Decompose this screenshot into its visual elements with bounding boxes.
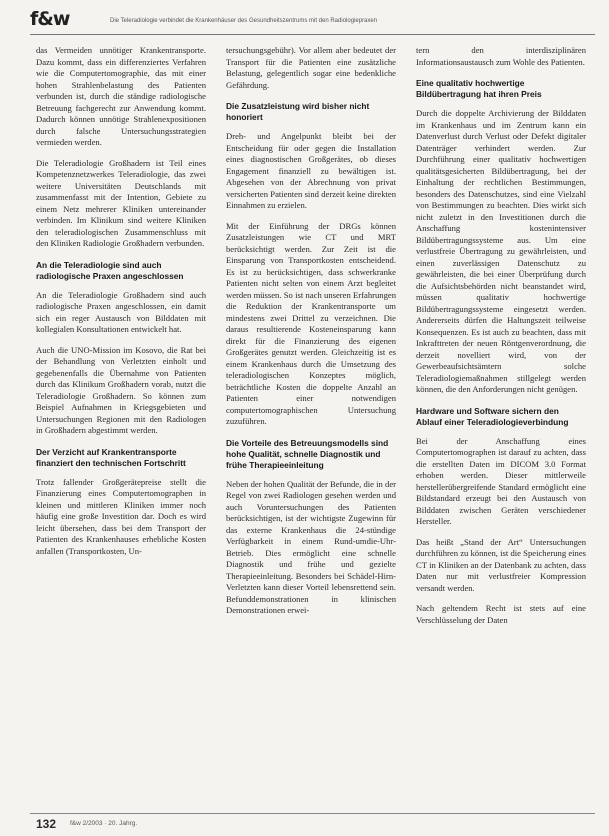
section-heading: Die Vorteile des Betreuungsmodells sind hohe Qualität, schnelle Diagnostik und frühe Therapieeinleitung — [226, 437, 389, 470]
column-1 — [36, 45, 206, 813]
page-number: 132 — [36, 817, 57, 831]
paragraph: Nach geltendem Recht ist stets auf eine Verschlüsselung der Daten — [416, 603, 586, 625]
paragraph: tersuchungsgebühr). Vor allem aber bedeutet der Transport für die Patienten eine zusätzliche Belastung, gelegentlich sogar eine bedenkliche Gefährdung. — [226, 45, 396, 90]
section-heading: Der Verzicht auf Krankentransporte finanziert den technischen Fortschritt — [36, 446, 186, 468]
running-title: Die Teleradiologie verbindet die Krankenhäuser des Gesundheitszentrums mit den Radiologiepraxen — [110, 18, 378, 24]
page-header — [30, 8, 595, 35]
section-heading: An die Teleradiologie sind auch radiologische Praxen angeschlossen — [36, 259, 184, 281]
paragraph: Das heißt „Stand der Art“ Untersuchungen durchführen zu können, ist die Speicherung eines CT in Kliniken an der Datenbank zu achten, dass Daten nur mit verlustfreier Kompression versandt werden. — [416, 536, 586, 593]
section-heading: Hardware und Software sichern den Ablauf einer Teleradiologieverbindung — [416, 405, 569, 427]
paragraph: das Vermeiden unnötiger Krankentransporte. Dazu kommt, dass ein differenziertes Verfahren wie die Computertomographie, das mit einer hohen Strahlenbelastung des Patienten verbunden ist, durch die ständige radiologische Betreuung fachgerecht zur Anwendung kommt. Dadurch können unnötige Strahlenexpositionen durch falsche Untersuchungsstrategien vermieden werden. — [36, 45, 206, 147]
paragraph: Die Teleradiologie Großhadern ist Teil eines Kompetenznetzwerkes Teleradiologie, das zwei weitere Universitäten Deutschlands mit zusammenfasst mit der Intention, Gebiete zu einem Netz mehrerer Kliniken untereinander verbinden. Im Klinikum sind weitere Kliniken den teleradiologischen Zusammenschluss mit den Kliniken Radiologie Großhadern verbunden. — [36, 157, 206, 248]
paragraph: Auch die UNO-Mission im Kosovo, die Rat bei der Behandlung von Verletzten einholt und gegebenenfalls die Übernahme von Patienten durch das Klinikum Großhadern vorab, nutzt die Teleradiologie Großhadern. So können zum Beispiel Aufnahmen in Kriegsgebieten und Untersuchungen Regionen mit den Radiologen in Großhadern abgestimmt werden. — [36, 344, 206, 435]
paragraph: Neben der hohen Qualität der Befunde, die in der Regel von zwei Radiologen gesehen werden und auch Voruntersuchungen des Patienten berücksichtigen, ist der wichtigste Zugewinn für das externe Krankenhaus die 24-stündige Verfügbarkeit in einem Rund-umdie-Uhr-Betrieb. Dies ermöglicht eine schnelle Diagnostik und frühe und gezielte Therapieeinleitung. Besonders bei Schädel-Hirn-Verletzten kann dieser Vorteil lebensrettend sein. Befunddemonstrationen in klinischen Demonstrationen erwei- — [226, 478, 396, 615]
section-heading: Die Zusatzleistung wird bisher nicht honoriert — [226, 101, 370, 122]
column-2 — [226, 45, 396, 813]
paragraph: Dreh- und Angelpunkt bleibt bei der Entscheidung für oder gegen die Installation eines diagnostischen Großgerätes, ob dieses Engagement finanziell zu bewältigen ist. Abgesehen von der Abrechnung von privat versicherten Patienten sind derzeit keine direkten Einnahmen zu erzielen. — [226, 131, 396, 210]
paragraph: tern den interdisziplinären Informationsaustausch zum Wohle des Patienten. — [416, 45, 586, 67]
page-footer — [30, 813, 595, 832]
paragraph: An die Teleradiologie Großhadern sind auch radiologische Praxen angeschlossen, ein damit sich ein reger Austausch von Bilddaten mit kollegialen Konsultationen entwickelt hat. — [36, 289, 206, 334]
journal-issue: f&w 2/2003 · 20. Jahrg. — [70, 820, 138, 827]
paragraph: Bei der Anschaffung eines Computertomographen ist darauf zu achten, dass die erstellten Daten im DICOM 3.0 Format erhoben werden. Dieser mittlerweile herstellerübergreifende Standard ermöglicht eine Bildstandard erzeugt bei den Austausch von Bilddaten zwischen Geräten verschiedener Hersteller. — [416, 435, 586, 526]
journal-logo: f&w — [30, 8, 70, 30]
section-heading: Eine qualitativ hochwertige Bildübertragung hat ihren Preis — [416, 78, 542, 99]
paragraph: Durch die doppelte Archivierung der Bilddaten im Krankenhaus und im Zentrum kann ein Datenverlust durch Verlust oder Defekt digitaler Datenträger verhindert werden. Zur Durchführung einer qualitativ hochwertigen qualitätsgesicherten Bildübertragung, bei der Einhaltung der rechtlichen Bestimmungen, besonders des Datenschutzes, sind eine Vielzahl von Bestimmungen zu beachten. Dies wirkt sich nicht zuletzt in den Investitionen durch die Anschaffung kostenintensiver Bildübertragungssysteme aus. Um eine verlustfreie Übertragung zu gewährleisten, und einen zuverlässigen Datenschutz zu gewährleisten, die bei einer Überprüfung durch die Aufsichtsbehörden nicht beanstandet wird, müssen qualitativ hochwertige Bildübertragungssysteme eingesetzt werden. Andererseits dürfen die Haltungszeit teilweise Konsequenzen. Es ist auch zu beachten, dass mit Inkrafttreten der neuen Röntgenverordnung, die derzeit novelliert wird, von der Gewerbeaufsichtsämtern solche Teleradiologiemaßnahmen stillgelegt werden können, die den Anforderungen nicht genügen. — [416, 108, 586, 394]
paragraph: Trotz fallender Großgerätepreise stellt die Finanzierung eines Computertomographen in kleinen und mittleren Kliniken immer noch häufig eine große Investition dar. Doch es wird leicht übersehen, dass bei dem Transport der Patienten des Krankenhauses erhebliche Kosten anfallen (Transportkosten, Un- — [36, 476, 206, 556]
column-3 — [416, 45, 586, 813]
paragraph: Mit der Einführung der DRGs können Zusatzleistungen wie CT und MRT berücksichtigt werden. Zur Zeit ist die Einsparung von Transportkosten entscheidend. Es ist zu berücksichtigen, dass schwerkranke Patienten nicht selten von einem Arzt begleitet werden müssen. So ist nach unseren Erfahrungen die Reduktion der Krankentransporte um mindestens zwei Drittel zu verzeichnen. Die daraus resultierende Kosteneinsparung kann direkt für die Finanzierung des eigenen Großgerätes genutzt werden. Gleichzeitig ist es einem Krankenhaus durch die Umsetzung des teleradiologischen Konzeptes möglich, beträchtliche Kosten die doppelte Anzahl an Patienten einer notwendigen computertomographischen Untersuchung zuzuführen. — [226, 220, 396, 426]
